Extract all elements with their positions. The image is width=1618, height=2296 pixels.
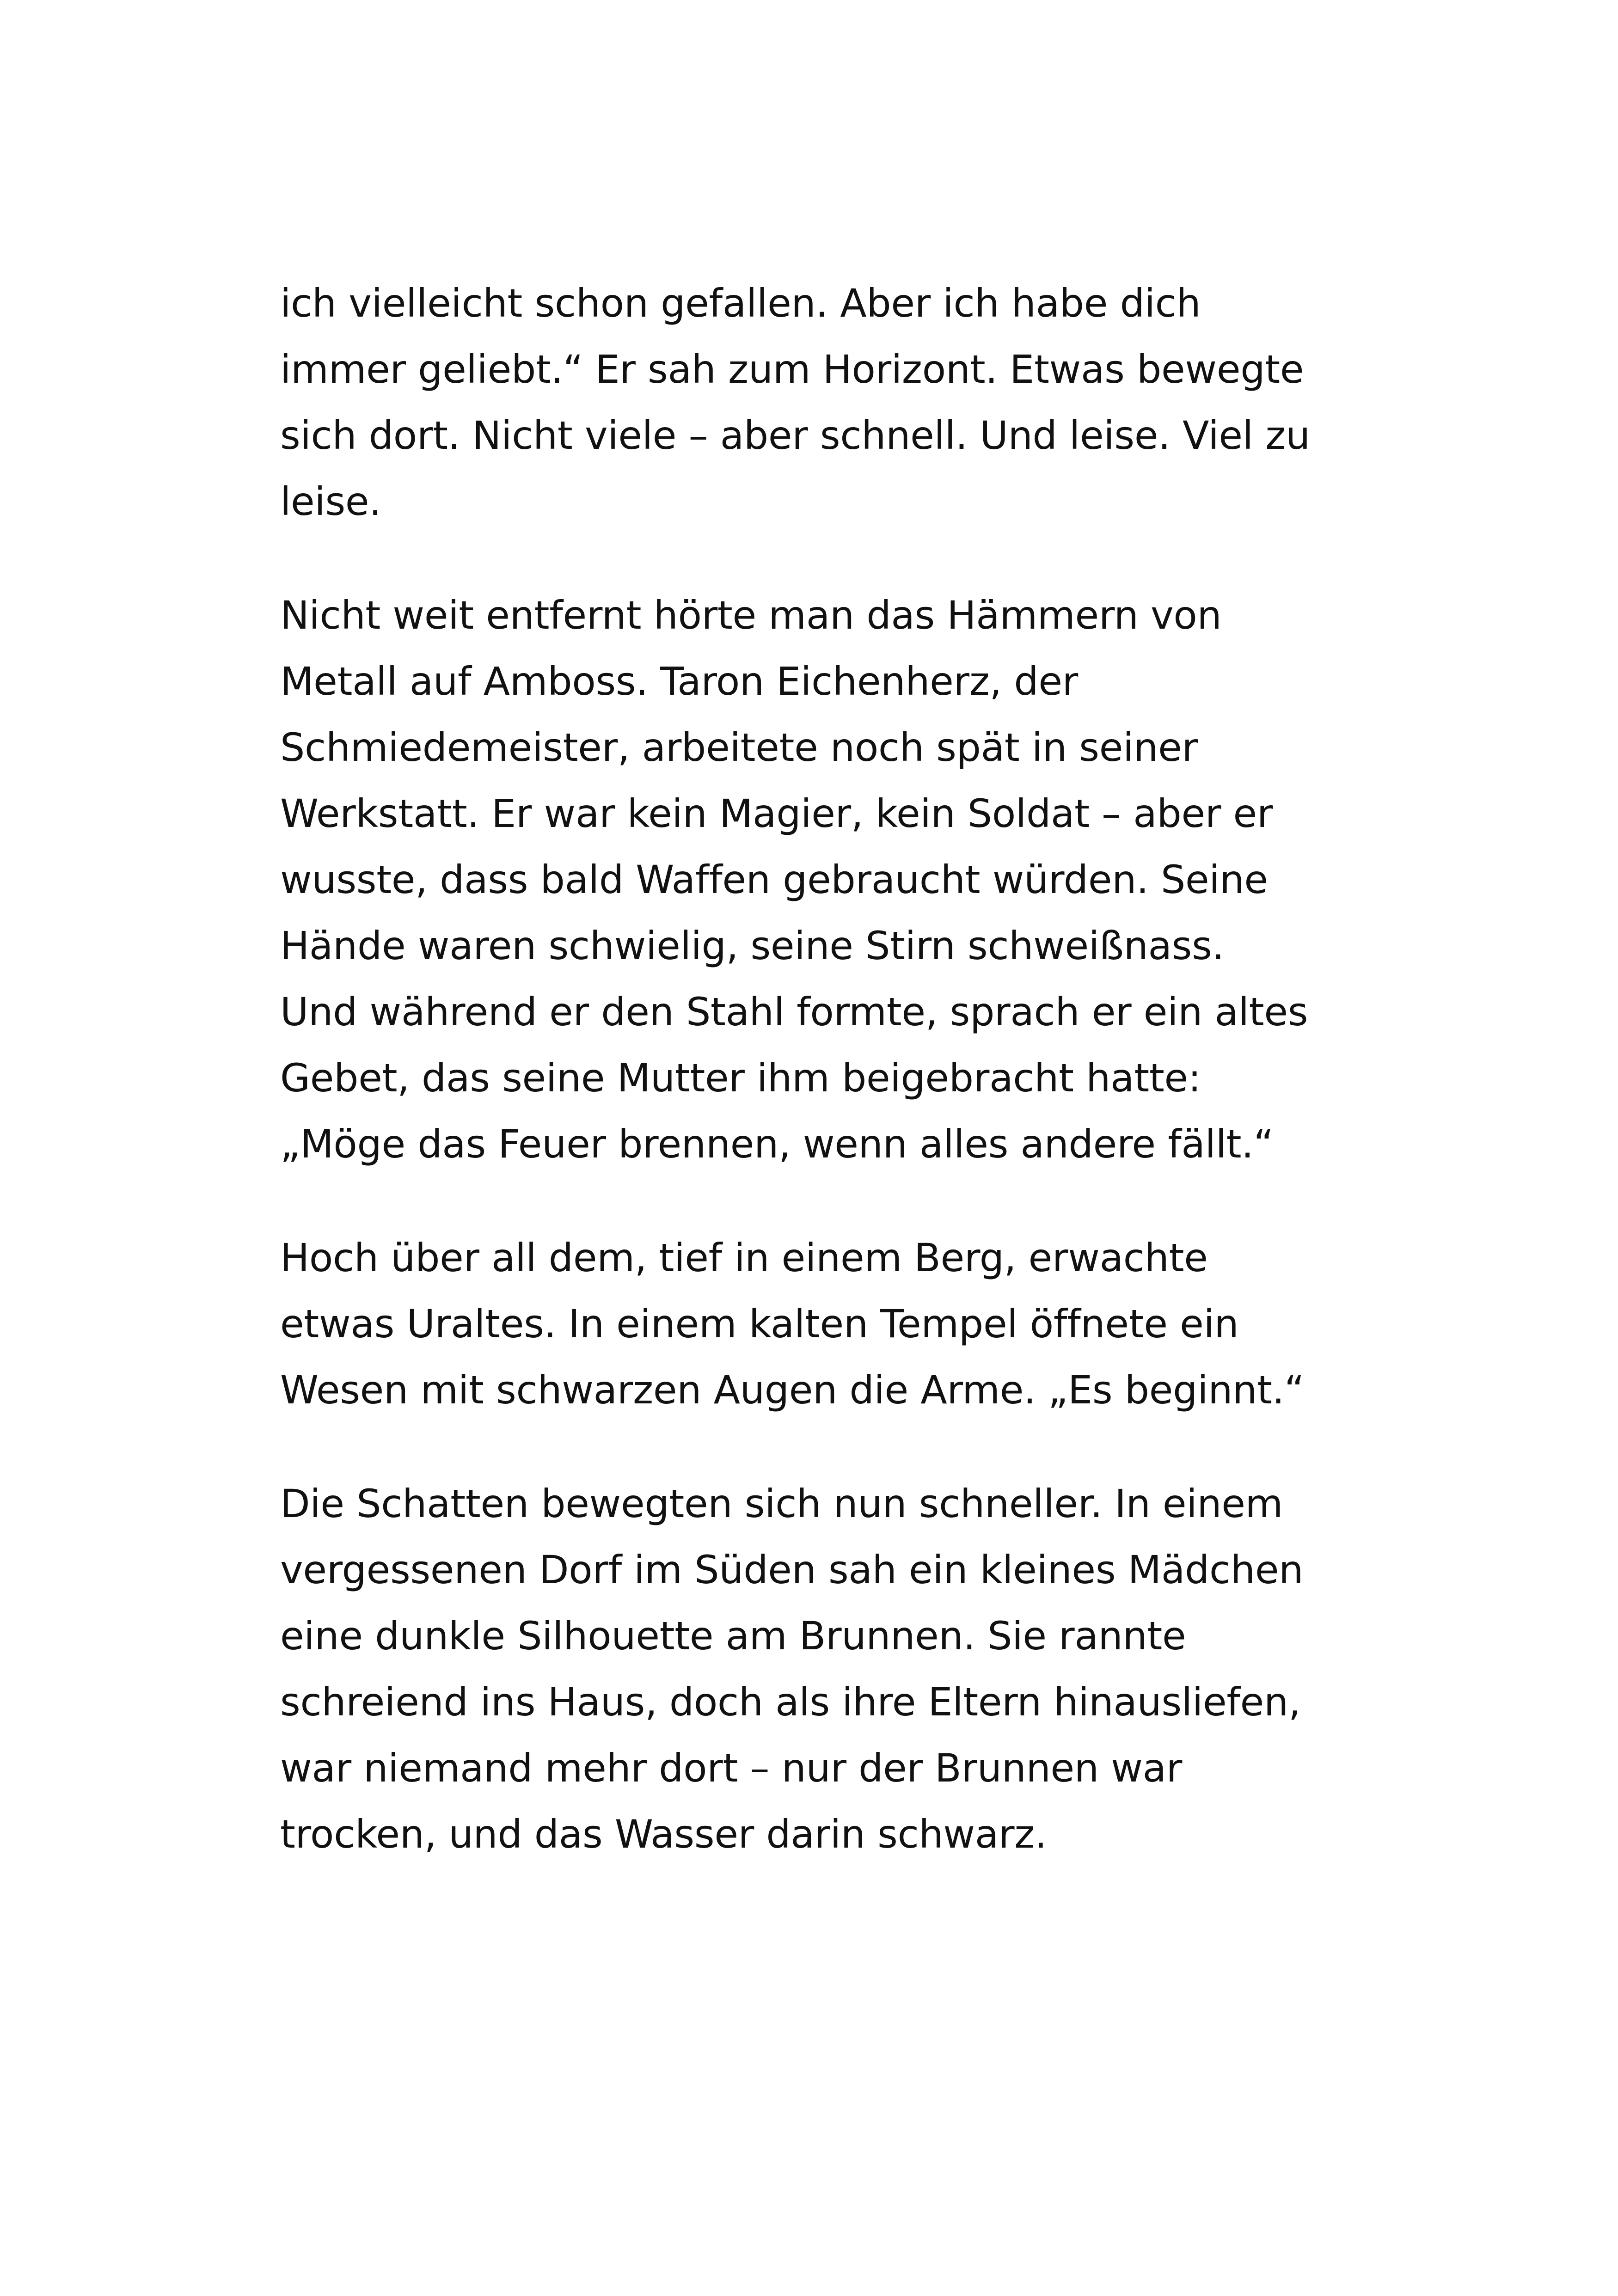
text-line: eine dunkle Silhouette am Brunnen. Sie rannte: [280, 1613, 1186, 1659]
text-line: schreiend ins Haus, doch als ihre Eltern hinausliefen,: [280, 1679, 1301, 1725]
text-line: Schmiedemeister, arbeitete noch spät in seiner: [280, 725, 1198, 770]
text-line: immer geliebt.“ Er sah zum Horizont. Etwas bewegte: [280, 347, 1304, 392]
text-line: etwas Uraltes. In einem kalten Tempel öffnete ein: [280, 1301, 1239, 1347]
text-line: Wesen mit schwarzen Augen die Arme. „Es beginnt.“: [280, 1367, 1305, 1413]
text-line: „Möge das Feuer brennen, wenn alles andere fällt.“: [280, 1121, 1274, 1167]
text-line: war niemand mehr dort – nur der Brunnen war: [280, 1745, 1183, 1791]
text-line: vergessenen Dorf im Süden sah ein kleines Mädchen: [280, 1547, 1304, 1592]
text-line: Gebet, das seine Mutter ihm beigebracht hatte:: [280, 1055, 1201, 1101]
document-body: [280, 270, 1380, 1915]
paragraph: [280, 1471, 1380, 1867]
text-line: Werkstatt. Er war kein Magier, kein Soldat – aber er: [280, 791, 1273, 836]
paragraph: [280, 270, 1380, 535]
text-line: Hände waren schwielig, seine Stirn schweißnass.: [280, 923, 1225, 968]
paragraph: [280, 1225, 1380, 1423]
text-line: Nicht weit entfernt hörte man das Hämmern von: [280, 593, 1222, 638]
text-line: Und während er den Stahl formte, sprach er ein altes: [280, 989, 1308, 1035]
text-line: leise.: [280, 479, 381, 524]
text-line: wusste, dass bald Waffen gebraucht würden. Seine: [280, 857, 1268, 902]
text-line: Hoch über all dem, tief in einem Berg, erwachte: [280, 1235, 1208, 1280]
text-line: Die Schatten bewegten sich nun schneller. In einem: [280, 1481, 1283, 1526]
text-line: trocken, und das Wasser darin schwarz.: [280, 1812, 1047, 1857]
text-line: ich vielleicht schon gefallen. Aber ich habe dich: [280, 281, 1201, 326]
paragraph: [280, 582, 1380, 1177]
text-line: sich dort. Nicht viele – aber schnell. Und leise. Viel zu: [280, 413, 1310, 458]
text-line: Metall auf Amboss. Taron Eichenherz, der: [280, 659, 1078, 704]
